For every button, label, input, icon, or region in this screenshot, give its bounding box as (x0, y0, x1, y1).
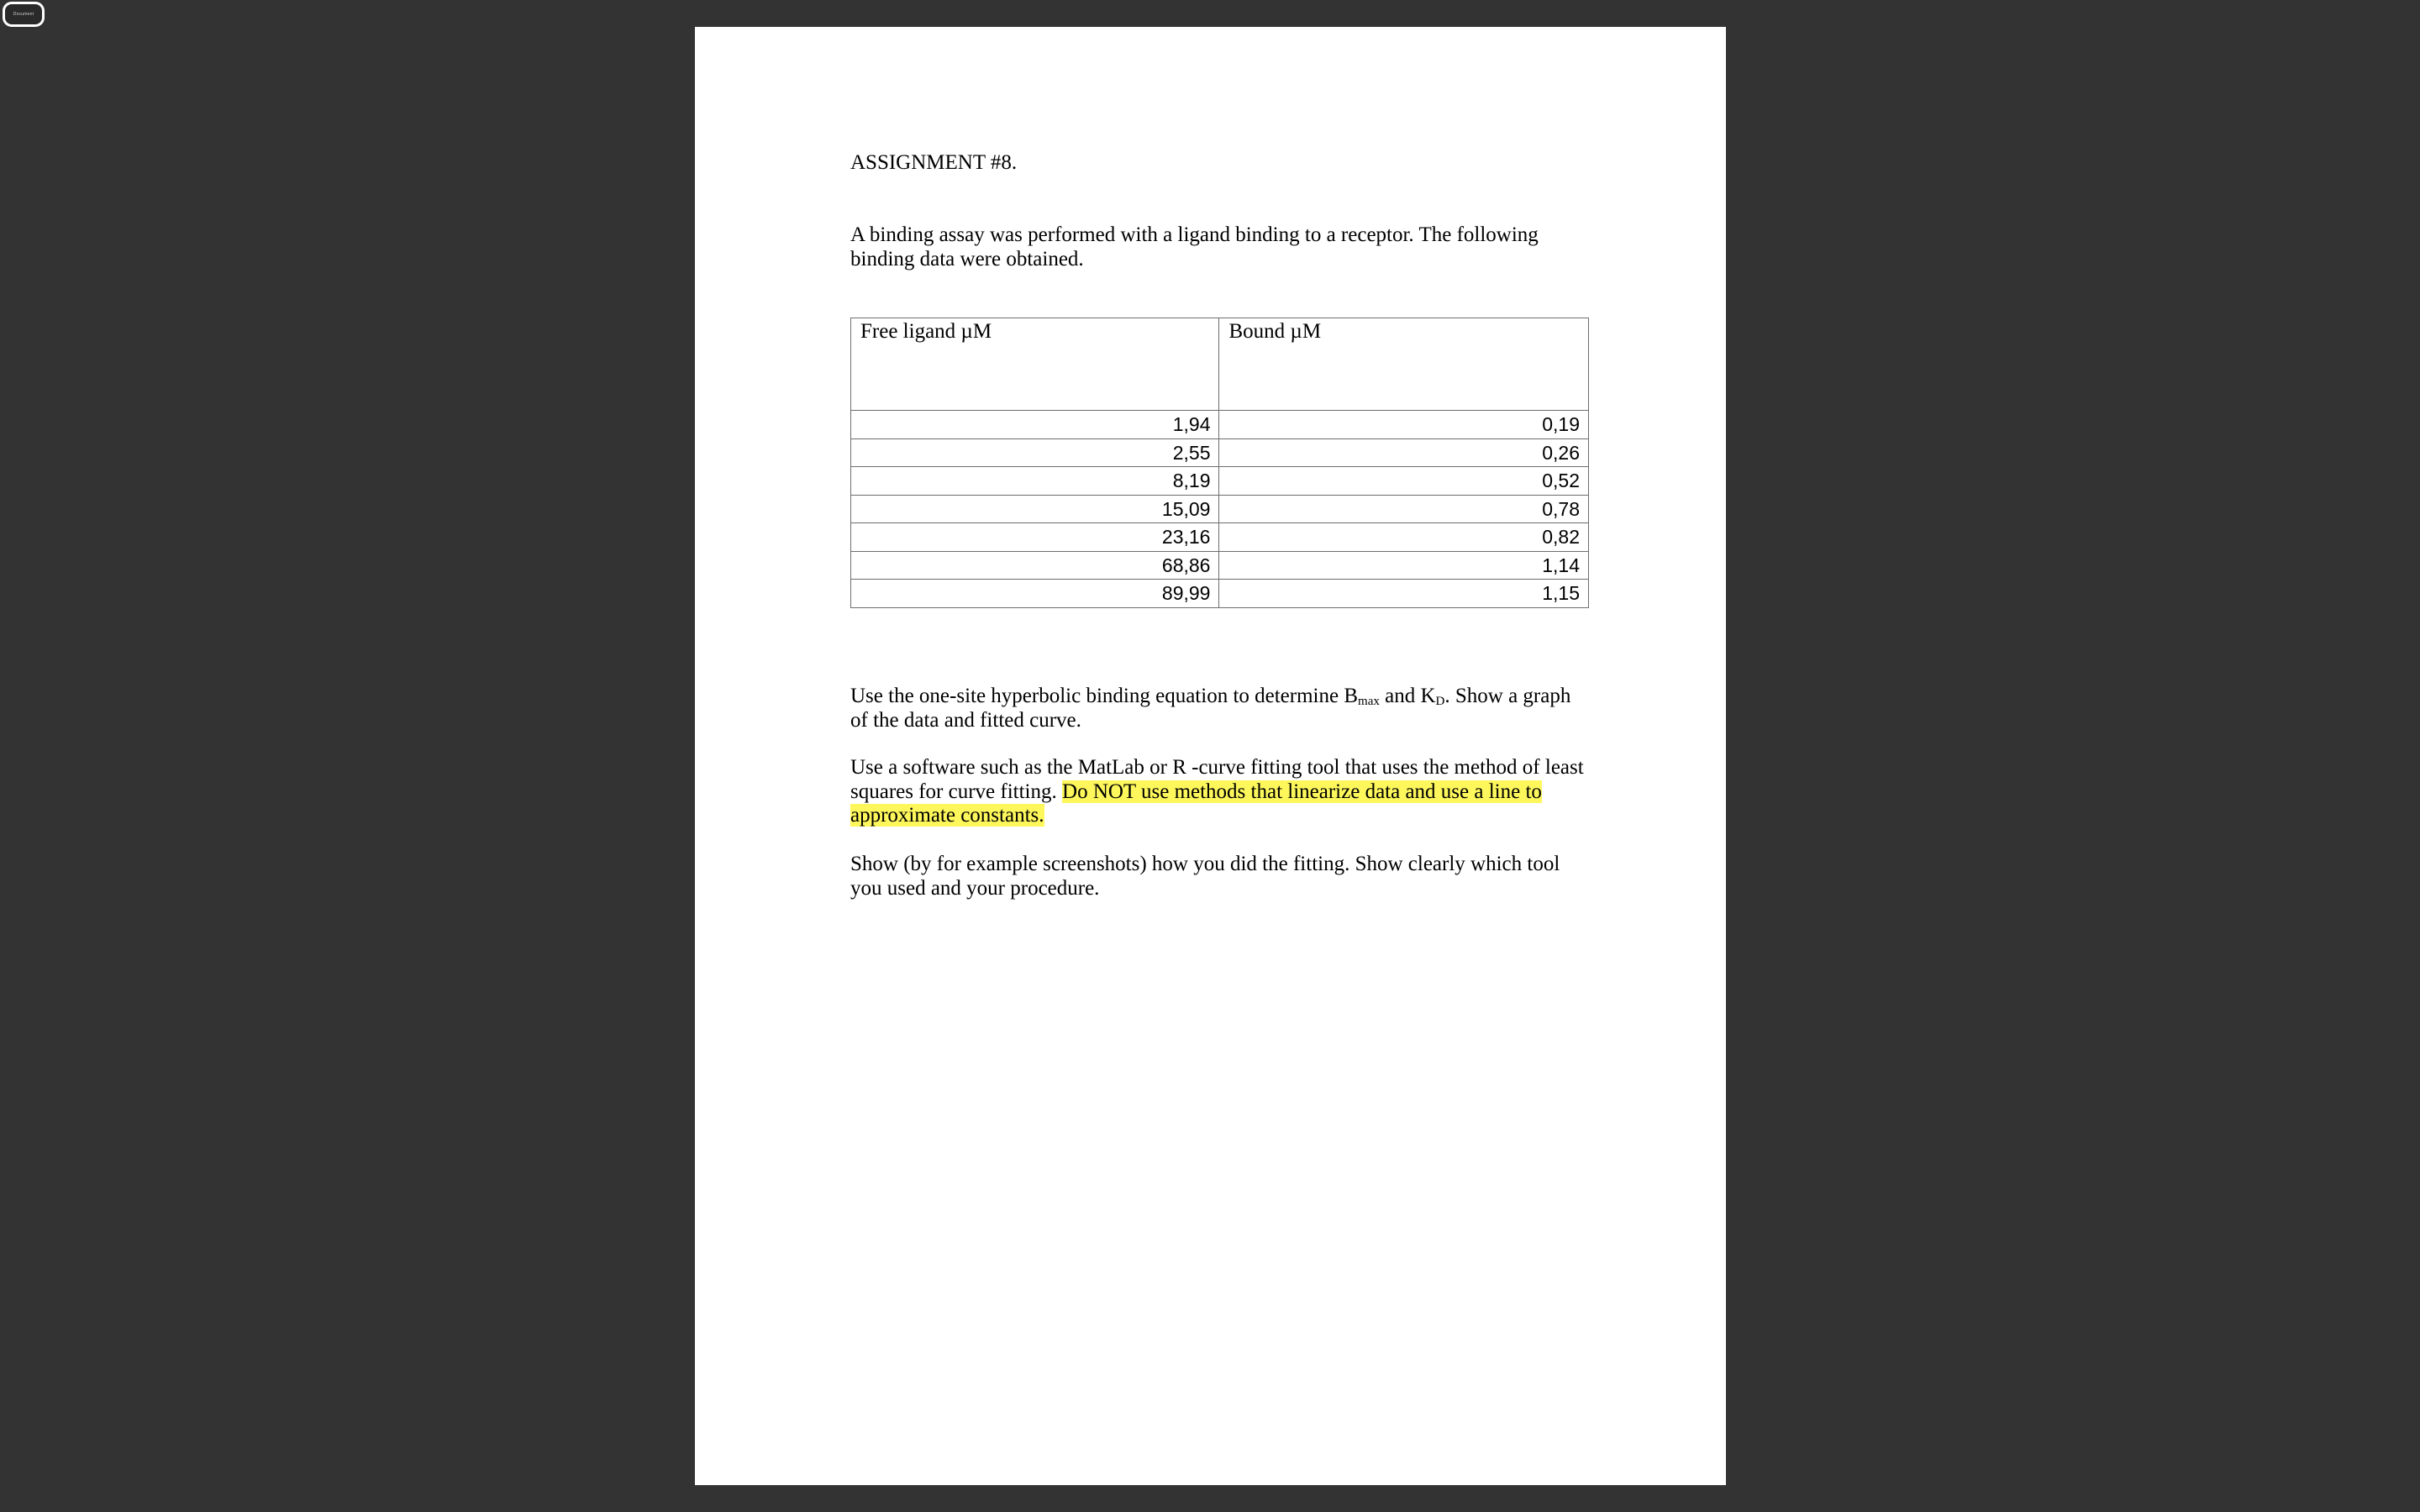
software-text: Use a software such as the MatLab or R -curve fitting tool that uses the method of least squares for curve fitting. (850, 756, 1584, 803)
kd-subscript: D (1435, 695, 1445, 708)
assignment-title: ASSIGNMENT #8. (850, 151, 1018, 174)
bmax-subscript: max (1358, 695, 1380, 708)
free-ligand-cell: 89,99 (851, 580, 1219, 608)
bound-cell: 0,82 (1219, 523, 1589, 552)
table-row (851, 438, 1589, 467)
bound-cell: 0,52 (1219, 467, 1589, 496)
free-ligand-cell: 8,19 (851, 467, 1219, 496)
bound-cell: 0,26 (1219, 438, 1589, 467)
software-paragraph (850, 756, 1590, 828)
document-page (695, 27, 1726, 1485)
header-free-ligand: Free ligand µM (851, 318, 1219, 411)
bound-cell: 0,19 (1219, 411, 1589, 439)
instruction-text-3: . Show a graph of the data and fitted curve. (850, 685, 1571, 732)
table-row (851, 495, 1589, 523)
table-header-row (851, 318, 1589, 411)
bound-cell: 1,15 (1219, 580, 1589, 608)
free-ligand-cell: 68,86 (851, 551, 1219, 580)
document-badge-button[interactable] (3, 2, 45, 27)
table-row (851, 523, 1589, 552)
table-row (851, 411, 1589, 439)
highlighted-warning: Do NOT use methods that linearize data and use a line to approximate constants. (850, 780, 1542, 827)
instruction-paragraph (850, 685, 1590, 732)
table-row (851, 467, 1589, 496)
show-paragraph: Show (by for example screenshots) how you did the fitting. Show clearly which tool you used and your procedure. (850, 853, 1560, 900)
intro-paragraph: A binding assay was performed with a ligand binding to a receptor. The following binding data were obtained. (850, 223, 1539, 270)
table-row (851, 580, 1589, 608)
free-ligand-cell: 15,09 (851, 495, 1219, 523)
bound-cell: 0,78 (1219, 495, 1589, 523)
instruction-text-2: and K (1379, 685, 1436, 707)
free-ligand-cell: 2,55 (851, 438, 1219, 467)
table-row (851, 551, 1589, 580)
binding-data-table (850, 318, 1589, 608)
free-ligand-cell: 23,16 (851, 523, 1219, 552)
document-badge-label: Document (13, 12, 34, 17)
instruction-text-1: Use the one-site hyperbolic binding equation to determine B (850, 685, 1359, 707)
bound-cell: 1,14 (1219, 551, 1589, 580)
header-bound: Bound µM (1219, 318, 1589, 411)
free-ligand-cell: 1,94 (851, 411, 1219, 439)
